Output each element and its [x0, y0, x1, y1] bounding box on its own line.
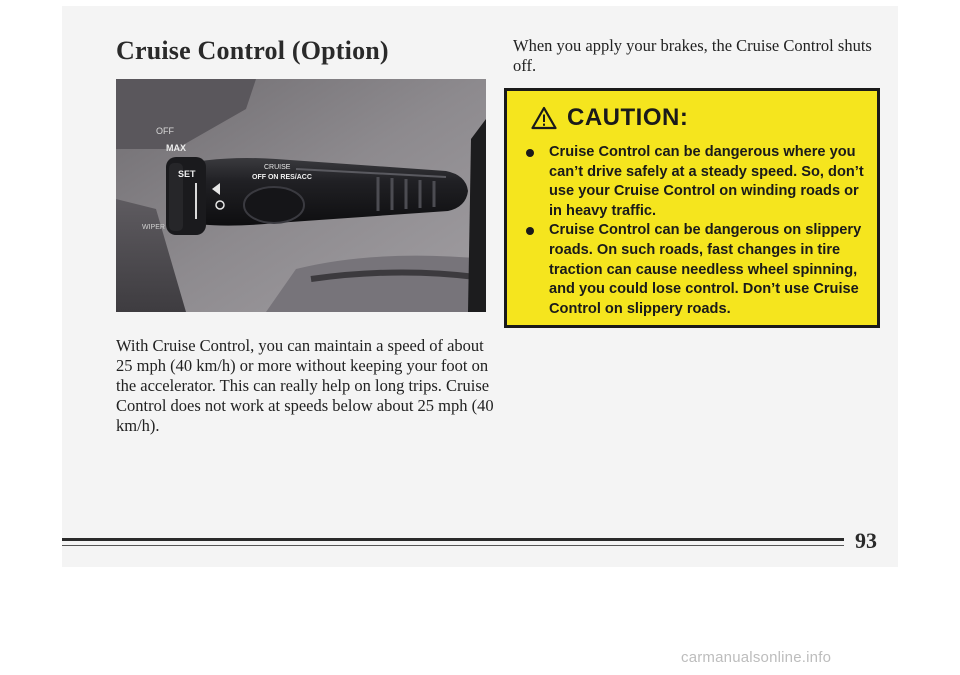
caution-bullet	[521, 221, 867, 319]
cruise-control-photo	[116, 79, 486, 312]
caution-bullet-text: Cruise Control can be dangerous on slippery roads. On such roads, fast changes in tire traction can cause needless wheel spinning, and you could lose control. Don’t use Cruise Control on slippery roads.	[549, 222, 862, 317]
photo-label-wiper: WIPER	[142, 224, 165, 231]
bullet-dot-icon	[526, 227, 534, 235]
site-watermark: carmanualsonline.info	[681, 649, 832, 666]
caution-title: CAUTION:	[567, 104, 689, 131]
page-number: 93	[855, 528, 877, 553]
page-title: Cruise Control (Option)	[116, 36, 389, 65]
cruise-control-lever-illustration	[116, 79, 486, 312]
photo-label-max: MAX	[166, 143, 186, 153]
caution-bullet-list	[521, 143, 867, 319]
caution-header	[531, 103, 688, 133]
caution-bullet	[521, 143, 867, 221]
photo-label-modes: OFF ON RES/ACC	[252, 174, 312, 181]
photo-label-set: SET	[178, 169, 196, 179]
intro-paragraph: With Cruise Control, you can maintain a speed of about 25 mph (40 km/h) or more without keeping your foot on the accelerator. This can really help on long trips. Cruise Control does not work at speeds below about 25 mph (40 km/h).	[116, 336, 494, 435]
photo-label-off: OFF	[156, 126, 174, 136]
bullet-dot-icon	[526, 149, 534, 157]
footer-rule-thin	[62, 545, 844, 546]
brake-paragraph: When you apply your brakes, the Cruise Control shuts off.	[513, 36, 872, 75]
caution-bullet-text: Cruise Control can be dangerous where you can’t drive safely at a steady speed. So, don’t use your Cruise Control on winding roads or in heavy traffic.	[549, 144, 864, 219]
photo-label-cruise: CRUISE	[264, 164, 291, 171]
warning-triangle-icon	[531, 106, 557, 130]
caution-box	[504, 88, 880, 328]
footer-rule-thick	[62, 538, 844, 541]
